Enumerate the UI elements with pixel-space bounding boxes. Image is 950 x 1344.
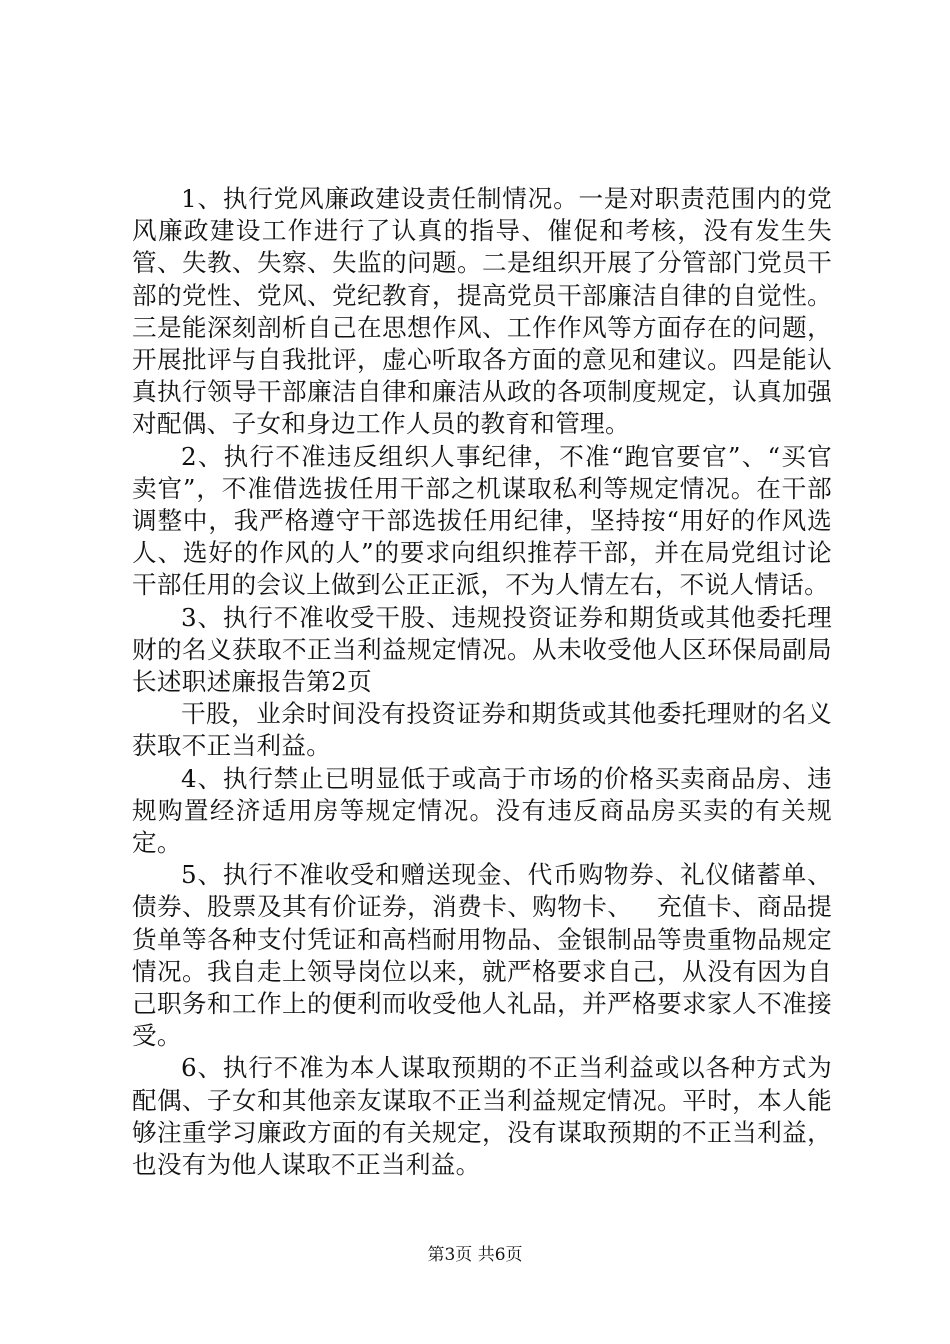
paragraph-6: 5、执行不准收受和赠送现金、代币购物券、礼仪储蓄单、债券、股票及其有价证券，消费卡、购物卡、 充值卡、商品提货单等各种支付凭证和高档耐用物品、金银制品等贵重物品规定情况。我自走上领导岗位以来，就严格要求自己，从没有因为自己职务和工作上的便利而收受他人礼品，并严格要求家人不准接受。	[132, 860, 832, 1051]
paragraph-1: 1、执行党风廉政建设责任制情况。一是对职责范围内的党风廉政建设工作进行了认真的指导、催促和考核，没有发生失管、失教、失察、失监的问题。二是组织开展了分管部门党员干部的党性、党风、党纪教育，提高党员干部廉洁自律的自觉性。三是能深刻剖析自己在思想作风、工作作风等方面存在的问题，开展批评与自我批评，虚心听取各方面的意见和建议。四是能认真执行领导干部廉洁自律和廉洁从政的各项制度规定，认真加强对配偶、子女和身边工作人员的教育和管理。	[132, 184, 832, 439]
paragraph-7: 6、执行不准为本人谋取预期的不正当利益或以各种方式为配偶、子女和其他亲友谋取不正当利益规定情况。平时，本人能够注重学习廉政方面的有关规定，没有谋取预期的不正当利益，也没有为他人谋取不正当利益。	[132, 1053, 832, 1180]
paragraph-3: 3、执行不准收受干股、违规投资证券和期货或其他委托理财的名义获取不正当利益规定情况。从未收受他人区环保局副局长述职述廉报告第2页	[132, 602, 832, 697]
paragraph-2: 2、执行不准违反组织人事纪律，不准“跑官要官”、“买官卖官”，不准借选拔任用干部之机谋取私利等规定情况。在干部调整中，我严格遵守干部选拔任用纪律，坚持按“用好的作风选人、选好的作风的人”的要求向组织推荐干部，并在局党组讨论干部任用的会议上做到公正正派，不为人情左右，不说人情话。	[132, 441, 832, 600]
page-number-footer: 第3页 共6页	[427, 1245, 523, 1265]
paragraph-4: 干股，业余时间没有投资证券和期货或其他委托理财的名义获取不正当利益。	[132, 699, 832, 761]
paragraph-5: 4、执行禁止已明显低于或高于市场的价格买卖商品房、违规购置经济适用房等规定情况。没有违反商品房买卖的有关规定。	[132, 763, 832, 858]
document-body	[132, 183, 832, 1181]
